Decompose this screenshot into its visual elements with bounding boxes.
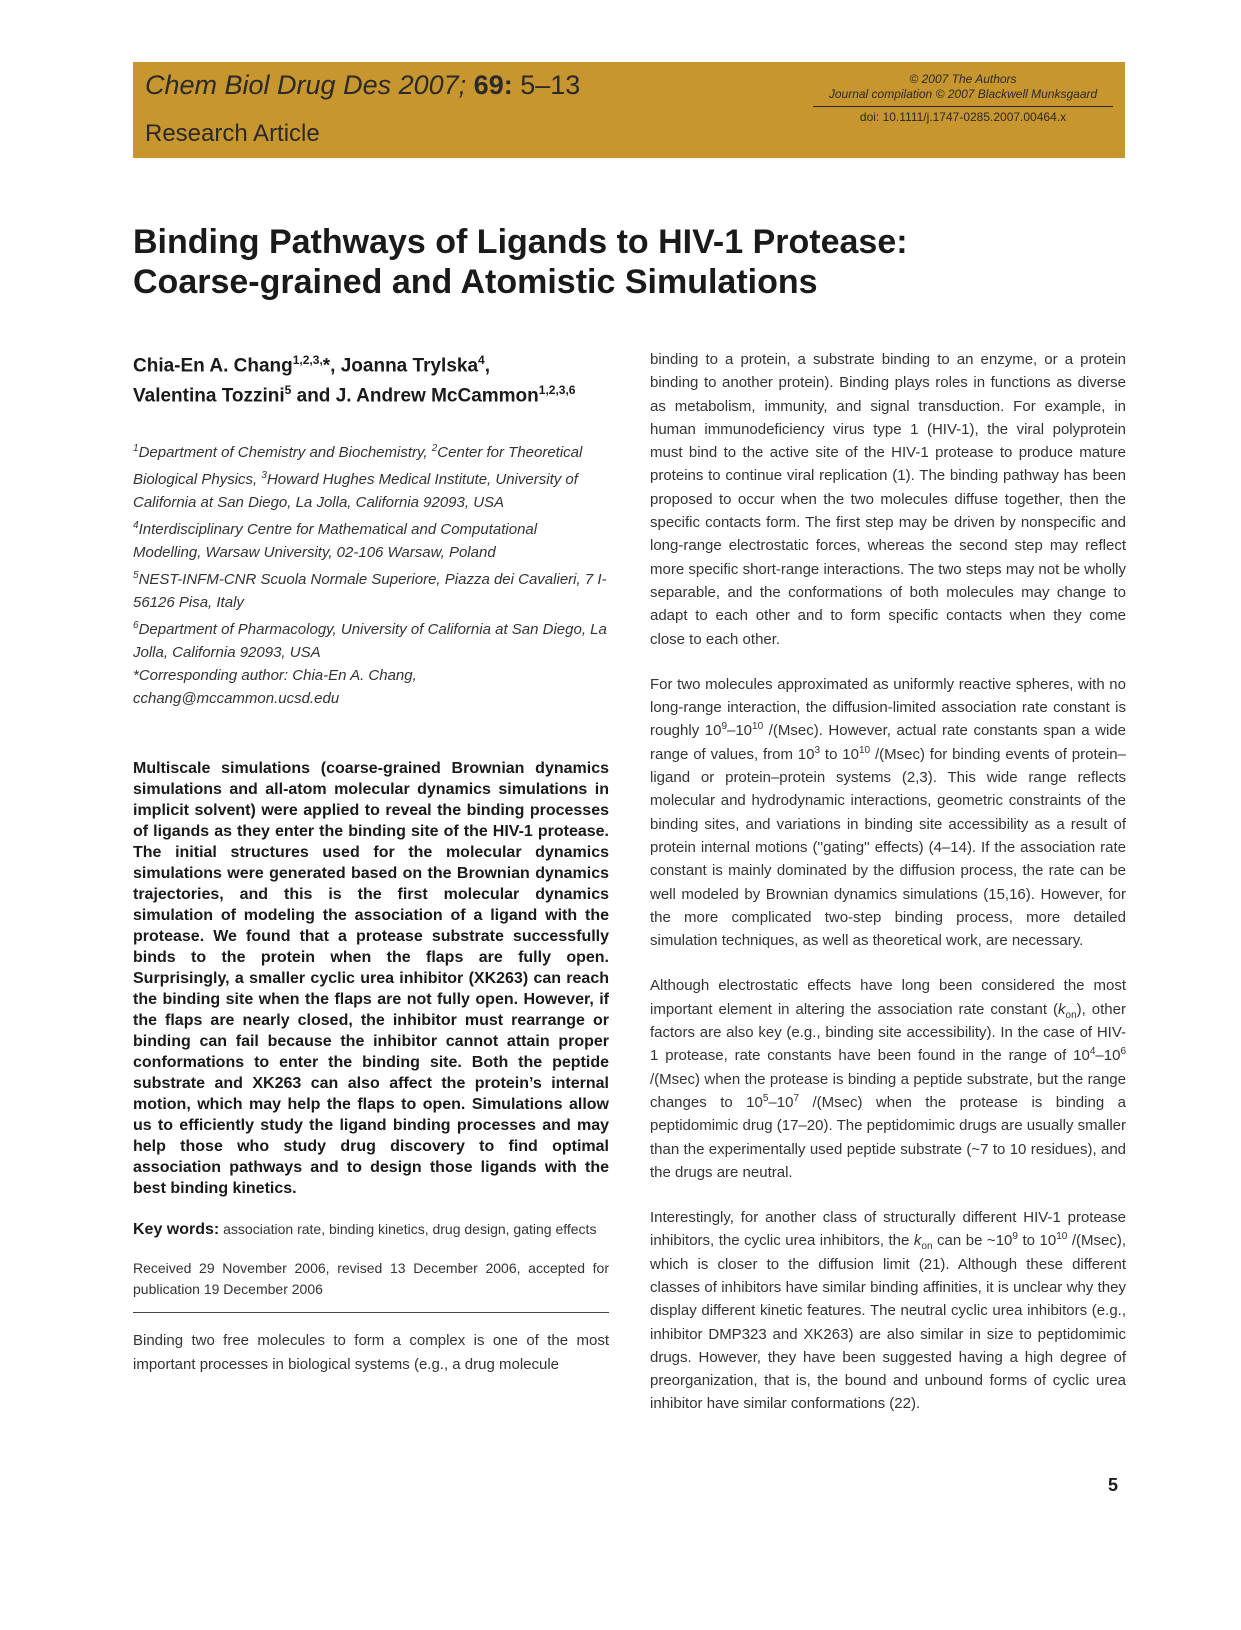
author-name: Chia-En A. Chang — [133, 355, 293, 377]
abstract: Multiscale simulations (coarse-grained Brownian dynamics simulations and all-atom molecular dynamics simulations in implicit solvent) were applied to reveal the binding processes of ligands as they enter the binding site of the HIV-1 protease. The initial structures used for the molecular dynamics simulations were generated based on the Brownian dynamics trajectories, and this is the first molecular dynamics simulation of modeling the association of a ligand with the protease. We found that a protease substrate successfully binds to the protein when the flaps are fully open. Surprisingly, a smaller cyclic urea inhibitor (XK263) can reach the binding site when the flaps are not fully open. However, if the flaps are nearly closed, the inhibitor must rearrange or binding can fail because the inhibitor cannot attain proper conformations to enter the binding site. Both the peptide substrate and XK263 can also affect the protein’s internal motion, which may help the flaps to open. Simulations allow us to efficiently study the ligand binding processes and may help those who study drug discovery to find optimal association pathways and to design those ligands with the best binding kinetics. — [133, 759, 609, 1197]
article-title — [133, 222, 1123, 302]
superscript: 5 — [762, 1092, 769, 1104]
copyright-authors: © 2007 The Authors — [909, 72, 1017, 86]
superscript: 10 — [1056, 1231, 1068, 1243]
author-sep: and — [291, 385, 336, 407]
author-sep: , — [484, 355, 490, 377]
text-run: Interestingly, for another class of structurally different HIV-1 protease inhibitors, the cyclic urea inhibitors, the — [650, 1209, 1126, 1250]
doi: doi: 10.1111/j.1747-0285.2007.00464.x — [813, 106, 1113, 125]
italic-symbol: k — [1058, 1000, 1066, 1018]
left-column — [133, 348, 609, 1377]
author-name: J. Andrew McCammon — [335, 385, 539, 407]
author-sep: *, — [322, 355, 341, 377]
keywords — [133, 1219, 609, 1240]
divider — [133, 1312, 609, 1313]
journal-pages: 5–13 — [520, 70, 581, 100]
journal-name: Chem Biol Drug Des 2007; — [145, 70, 467, 100]
corresponding-author: *Corresponding author: Chia-En A. Chang, — [133, 666, 417, 684]
intro-paragraph: Binding two free molecules to form a complex is one of the most important processes in biological systems (e.g., a drug molecule — [133, 1331, 609, 1373]
italic-symbol: k — [913, 1232, 922, 1250]
superscript: 3 — [814, 744, 821, 756]
author-sup: 1,2,3,6 — [538, 383, 576, 398]
affiliation-4: Interdisciplinary Centre for Mathematical and Computational Modelling, Warsaw University, 02-106 Warsaw, Poland — [133, 520, 538, 561]
text-run: Although electrostatic effects have long been considered the most important element in altering the association rate constant ( — [650, 977, 1126, 1018]
affil-sup: 2 — [431, 442, 438, 454]
author-name: Valentina Tozzini — [133, 385, 285, 407]
received-dates: Received 29 November 2006, revised 13 December 2006, accepted for publication 19 December 2006 — [133, 1259, 609, 1297]
affiliation-6: Department of Pharmacology, University of California at San Diego, La Jolla, California 92093, USA — [133, 620, 607, 661]
author-name: Joanna Trylska — [340, 355, 479, 377]
copyright-compilation: Journal compilation © 2007 Blackwell Munksgaard — [828, 87, 1098, 101]
superscript: 10 — [858, 744, 871, 756]
author-sup: 5 — [284, 383, 292, 398]
affil-sup: 4 — [133, 519, 139, 531]
text-run: /(Msec) for binding events of protein–ligand or protein–protein systems (2,3). This wide range reflects molecular and hydrodynamic interactions, geometric constraints of the binding sites, and variations in binding site accessibility as a result of protein internal motions (''gating'' effects) (4–14). If the association rate constant is mainly dominated by the diffusion process, the rate can be well modeled by Brownian dynamics simulations (15,16). However, for the more complicated two-step binding process, more detailed simulation techniques, as well as theoretical work, are necessary. — [650, 745, 1126, 950]
author-sup: 1,2,3, — [292, 353, 323, 367]
journal-citation — [145, 70, 580, 101]
page-number: 5 — [1108, 1475, 1119, 1495]
subscript: on — [1065, 1009, 1077, 1021]
text-run: /(Msec) when the protease is binding a peptidomimic drug (17–20). The peptidomimic drugs are usually smaller than the experimentally used peptide substrate (~7 to 10 residues), and the drugs are neutral. — [650, 1093, 1126, 1181]
superscript: 7 — [793, 1092, 800, 1104]
keywords-text: association rate, binding kinetics, drug design, gating effects — [223, 1220, 597, 1237]
affil-sup: 1 — [133, 442, 139, 454]
journal-banner — [133, 62, 1125, 158]
superscript: 9 — [721, 721, 727, 733]
superscript: 4 — [1089, 1046, 1096, 1058]
title-line-2: Coarse-grained and Atomistic Simulations — [133, 263, 818, 301]
superscript: 6 — [1120, 1046, 1126, 1058]
text-run: /(Msec) when the protease is binding a peptide substrate, but the range changes to 10 — [650, 1070, 1126, 1111]
article-type: Research Article — [145, 120, 320, 147]
copyright-block — [813, 72, 1113, 125]
affiliation-2: Center for Theoretical Biological Physics, — [133, 443, 583, 488]
affiliation-3: Howard Hughes Medical Institute, University of California at San Diego, La Jolla, California 92093, USA — [133, 470, 578, 511]
text-run: –10 — [768, 1093, 794, 1111]
text-run: –10 — [1095, 1047, 1121, 1065]
author-email[interactable]: cchang@mccammon.ucsd.edu — [133, 689, 340, 707]
title-line-1: Binding Pathways of Ligands to HIV-1 Protease: — [133, 223, 908, 261]
body-paragraph-2 — [650, 673, 1126, 953]
body-paragraph-3 — [650, 974, 1126, 1184]
text-run: /(Msec), which is closer to the diffusion limit (21). Although these different classes of inhibitors have similar binding affinities, it is unclear why they display different kinetic features. The neutral cyclic urea inhibitors (e.g., inhibitor DMP323 and XK263) are also similar in size to peptidomimic drugs. However, they have been suggested having a high degree of preorganization, that is, the bound and unbound forms of cyclic urea inhibitor have similar conformations (22). — [650, 1232, 1126, 1413]
text-run: can be ~10 — [932, 1232, 1013, 1250]
superscript: 10 — [752, 721, 764, 733]
text-run: ), other factors are also key (e.g., binding site accessibility). In the case of HIV-1 protease, rate constants have been found in the range of 10 — [650, 1000, 1126, 1065]
affiliation-1: Department of Chemistry and Biochemistry, — [138, 443, 432, 461]
affiliations — [133, 437, 609, 710]
right-column — [650, 348, 1126, 1438]
author-list — [133, 348, 609, 409]
journal-volume: 69: — [473, 70, 513, 100]
text-run: /(Msec). However, actual rate constants span a wide range of values, from 10 — [650, 722, 1126, 763]
affiliation-5: NEST-INFM-CNR Scuola Normale Superiore, Piazza dei Cavalieri, 7 I-56126 Pisa, Italy — [133, 570, 607, 611]
text-run: –10 — [727, 722, 753, 740]
subscript: on — [921, 1241, 933, 1253]
text-run: to 10 — [820, 745, 859, 763]
affil-sup: 5 — [133, 569, 139, 581]
author-sup: 4 — [478, 353, 485, 367]
keywords-label: Key words: — [133, 1220, 220, 1238]
body-paragraph-4 — [650, 1206, 1126, 1416]
text-run: to 10 — [1017, 1232, 1057, 1250]
affil-sup: 6 — [133, 619, 139, 631]
superscript: 9 — [1012, 1231, 1018, 1243]
body-paragraph-1: binding to a protein, a substrate binding to an enzyme, or a protein binding to another protein). Binding plays roles in functions as diverse as metabolism, immunity, and signal transduction. For example, in human immunodeficiency virus type 1 (HIV-1), the viral polyprotein must bind to the active site of the HIV-1 protease to produce mature proteins to continue viral replication (1). The binding pathway has been proposed to occur when the two molecules diffuse together, then the specific contacts form. The first step may be driven by nonspecific and long-range electrostatic forces, whereas the second step may reflect more specific short-range interactions. The two steps may not be wholly separable, and the conformations of both molecules may change to adapt to each other and to form specific contacts when they come close to each other. — [650, 351, 1126, 648]
affil-sup: 3 — [261, 469, 267, 481]
text-run: For two molecules approximated as uniformly reactive spheres, with no long-range interaction, the diffusion-limited association rate constant is roughly 10 — [650, 675, 1126, 740]
